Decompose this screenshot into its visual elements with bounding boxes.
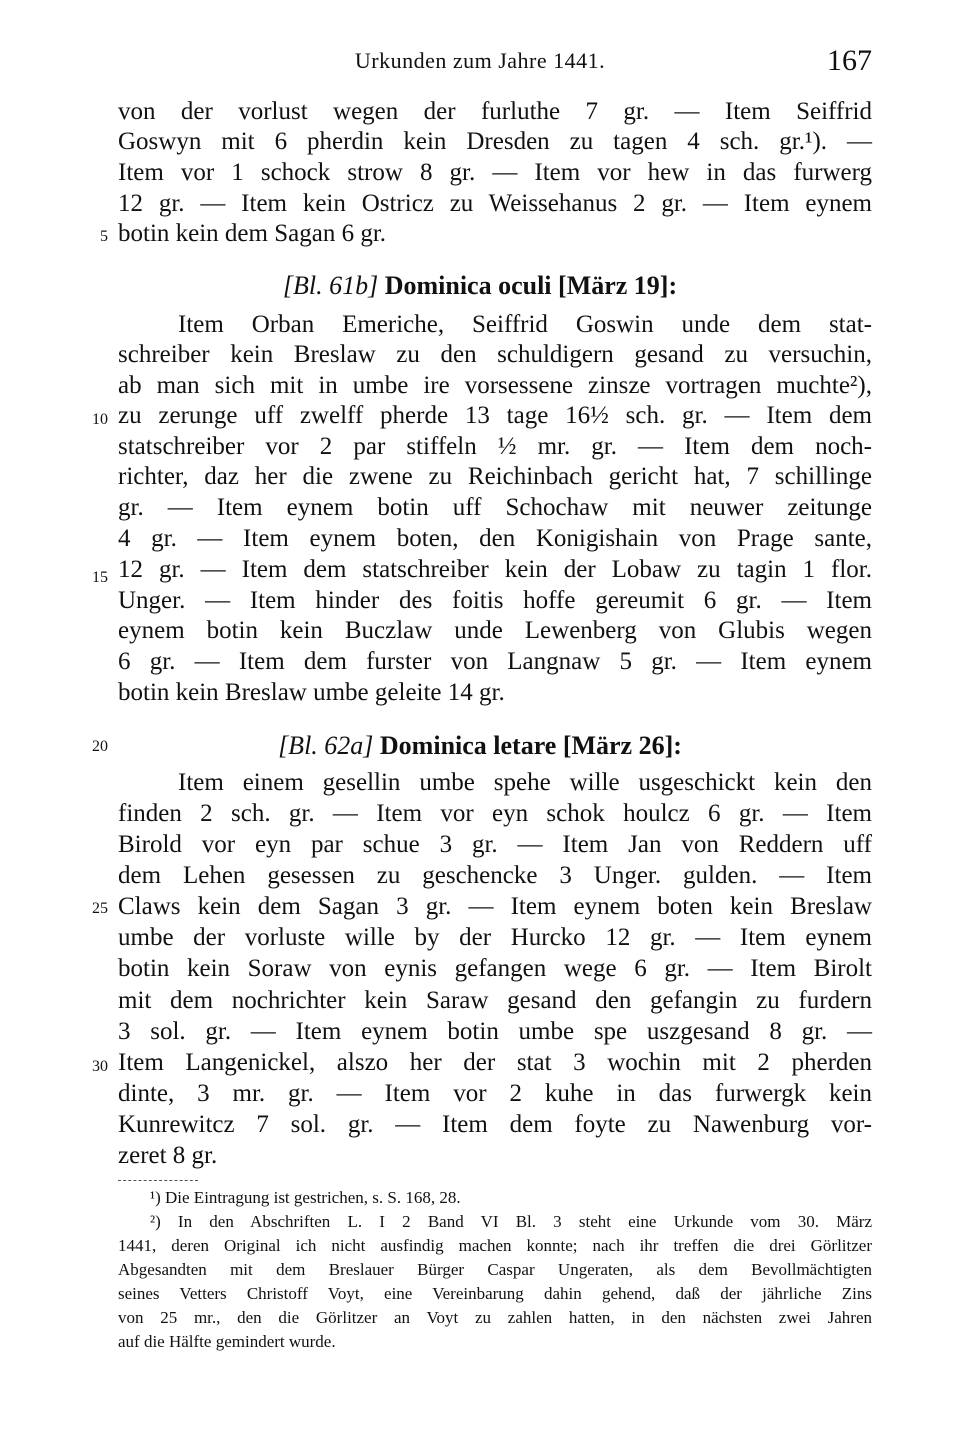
- text-line: 6 gr. — Item dem furster von Langnaw 5 gr. — Item eynem: [118, 648, 872, 675]
- running-title: Urkunden zum Jahre 1441.: [354, 48, 606, 73]
- footnote-line: seines Vetters Christoff Voyt, eine Vereinbarung dahin gehend, daß der jährliche Zins: [118, 1284, 872, 1303]
- text-line: finden 2 sch. gr. — Item vor eyn schok houlcz 6 gr. — Item: [118, 800, 872, 827]
- text-line: Item Langenickel, alszo her der stat 3 wochin mit 2 pherden: [118, 1049, 872, 1076]
- text-line: 12 gr. — Item dem statschreiber kein der Lobaw zu tagin 1 flor.: [118, 556, 872, 583]
- text-line: Item einem gesellin umbe spehe wille usgeschickt kein den: [178, 769, 872, 796]
- text-line: 12 gr. — Item kein Ostricz zu Weissehanus 2 gr. — Item eynem: [118, 190, 872, 217]
- text-line: eynem botin kein Buczlaw unde Lewenberg von Glubis wegen: [118, 617, 872, 644]
- text-line: 3 sol. gr. — Item eynem botin umbe spe uszgesand 8 gr. —: [118, 1018, 872, 1045]
- text-line: umbe der vorluste wille by der Hurcko 12 gr. — Item eynem: [118, 924, 872, 951]
- page-number: 167: [827, 44, 872, 77]
- running-head: [0, 44, 960, 84]
- text-line: richter, daz her die zwene zu Reichinbach gericht hat, 7 schillinge: [118, 463, 872, 490]
- footnote: ²) In den Abschriften L. I 2 Band VI Bl. 3 steht eine Urkunde vom 30. März: [150, 1212, 872, 1231]
- line-number: 5: [100, 228, 108, 245]
- footnote-line: 1441, deren Original ich nicht ausfindig machen konnte; nach ihr treffen die drei Görlitzer: [118, 1236, 872, 1255]
- text-line: Claws kein dem Sagan 3 gr. — Item eynem boten kein Breslaw: [118, 893, 872, 920]
- text-line: 4 gr. — Item eynem boten, den Konigishain von Prage sante,: [118, 525, 872, 552]
- text-line: dinte, 3 mr. gr. — Item vor 2 kuhe in das furwergk kein: [118, 1080, 872, 1107]
- line-number: 10: [92, 411, 108, 428]
- footnote-line: Abgesandten mit dem Breslauer Bürger Caspar Ungeraten, als dem Bevollmächtigten: [118, 1260, 872, 1279]
- footnote-separator: [118, 1180, 198, 1181]
- line-number: 25: [92, 900, 108, 917]
- line-number: 30: [92, 1058, 108, 1075]
- text-line: ab man sich mit in umbe ire vorsessene zinsze vortragen muchte²),: [118, 372, 872, 399]
- line-number: 20: [92, 738, 108, 755]
- text-line: Birold vor eyn par schue 3 gr. — Item Jan von Reddern uff: [118, 831, 872, 858]
- text-line: botin kein dem Sagan 6 gr.: [118, 220, 387, 247]
- text-line: statschreiber vor 2 par stiffeln ½ mr. gr. — Item dem noch-: [118, 433, 872, 460]
- section-title: Dominica letare [März 26]:: [379, 731, 682, 760]
- text-line: Goswyn mit 6 pherdin kein Dresden zu tagen 4 sch. gr.¹). —: [118, 128, 872, 155]
- footnote-line: auf die Hälfte gemindert wurde.: [118, 1332, 336, 1351]
- text-line: schreiber kein Breslaw zu den schuldigern gesand zu versuchin,: [118, 341, 872, 368]
- text-line: dem Lehen gesessen zu geschencke 3 Unger. gulden. — Item: [118, 862, 872, 889]
- folio-reference: [Bl. 62a]: [278, 731, 374, 760]
- text-line: Unger. — Item hinder des foitis hoffe gereumit 6 gr. — Item: [118, 587, 872, 614]
- text-line: mit dem nochrichter kein Saraw gesand den gefangin zu furdern: [118, 987, 872, 1014]
- folio-reference: [Bl. 61b]: [282, 271, 379, 300]
- text-line: gr. — Item eynem botin uff Schochaw mit neuwer zeitunge: [118, 494, 872, 521]
- text-line: zeret 8 gr.: [118, 1142, 218, 1169]
- section-heading: [0, 268, 960, 304]
- footnote-line: von 25 mr., den die Görlitzer an Voyt zu zahlen hatten, in den nächsten zwei Jahren: [118, 1308, 872, 1327]
- text-line: Item Orban Emeriche, Seiffrid Goswin unde dem stat-: [178, 311, 872, 338]
- text-line: zu zerunge uff zwelff pherde 13 tage 16½ sch. gr. — Item dem: [118, 402, 872, 429]
- text-line: botin kein Breslaw umbe geleite 14 gr.: [118, 679, 505, 706]
- text-line: Kunrewitcz 7 sol. gr. — Item dem foyte zu Nawenburg vor-: [118, 1111, 872, 1138]
- text-line: Item vor 1 schock strow 8 gr. — Item vor hew in das furwerg: [118, 159, 872, 186]
- text-line: botin kein Soraw von eynis gefangen wege 6 gr. — Item Birolt: [118, 955, 872, 982]
- text-line: von der vorlust wegen der furluthe 7 gr. — Item Seiffrid: [118, 98, 872, 125]
- footnote: ¹) Die Eintragung ist gestrichen, s. S. 168, 28.: [150, 1188, 461, 1207]
- section-heading: [0, 728, 960, 764]
- line-number: 15: [92, 569, 108, 586]
- section-title: Dominica oculi [März 19]:: [384, 271, 678, 300]
